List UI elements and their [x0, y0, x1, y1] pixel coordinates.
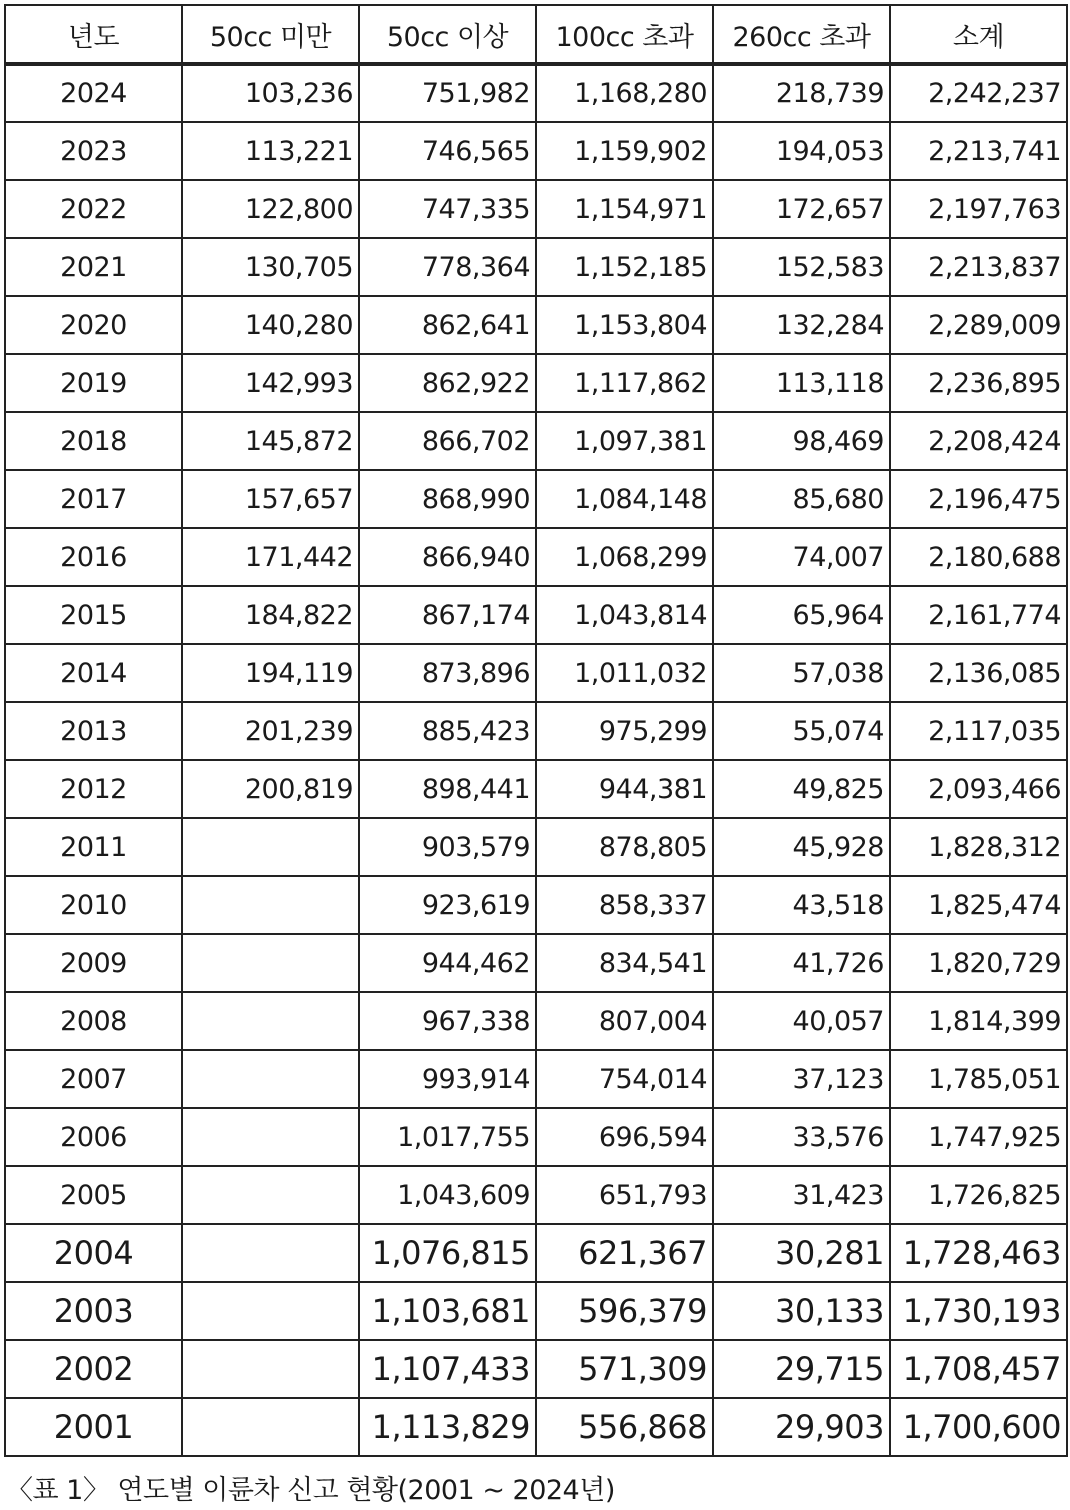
- cell-subtotal: 1,814,399: [890, 992, 1067, 1050]
- cell-year: 2011: [5, 818, 182, 876]
- table-row: [5, 412, 1067, 470]
- table-row: [5, 760, 1067, 818]
- cell-over-260cc: 49,825: [713, 760, 890, 818]
- cell-over-260cc: 37,123: [713, 1050, 890, 1108]
- cell-over-100cc: 1,153,804: [536, 296, 713, 354]
- cell-year: 2010: [5, 876, 182, 934]
- cell-50cc-plus: 1,113,829: [359, 1398, 536, 1456]
- table-row: [5, 818, 1067, 876]
- cell-subtotal: 1,728,463: [890, 1224, 1067, 1282]
- cell-50cc-plus: 862,922: [359, 354, 536, 412]
- header-year: 년도: [5, 5, 182, 64]
- cell-over-260cc: 45,928: [713, 818, 890, 876]
- header-subtotal: 소계: [890, 5, 1067, 64]
- cell-over-260cc: 55,074: [713, 702, 890, 760]
- cell-over-260cc: 172,657: [713, 180, 890, 238]
- cell-under-50cc: 157,657: [182, 470, 359, 528]
- cell-year: 2014: [5, 644, 182, 702]
- cell-50cc-plus: 862,641: [359, 296, 536, 354]
- cell-under-50cc: 113,221: [182, 122, 359, 180]
- cell-subtotal: 2,208,424: [890, 412, 1067, 470]
- table-caption: 〈표 1〉 연도별 이륜차 신고 현황(2001 ~ 2024년): [6, 1475, 615, 1506]
- header-row: [5, 5, 1067, 64]
- cell-50cc-plus: 898,441: [359, 760, 536, 818]
- cell-over-260cc: 43,518: [713, 876, 890, 934]
- cell-50cc-plus: 1,107,433: [359, 1340, 536, 1398]
- cell-over-260cc: 113,118: [713, 354, 890, 412]
- cell-under-50cc: 142,993: [182, 354, 359, 412]
- cell-year: 2019: [5, 354, 182, 412]
- cell-year: 2017: [5, 470, 182, 528]
- cell-subtotal: 2,093,466: [890, 760, 1067, 818]
- cell-50cc-plus: 885,423: [359, 702, 536, 760]
- table-row: [5, 1224, 1067, 1282]
- cell-over-100cc: 858,337: [536, 876, 713, 934]
- cell-over-100cc: 1,117,862: [536, 354, 713, 412]
- cell-50cc-plus: 967,338: [359, 992, 536, 1050]
- header-over-260cc: 260cc 초과: [713, 5, 890, 64]
- cell-50cc-plus: 993,914: [359, 1050, 536, 1108]
- table-row: [5, 354, 1067, 412]
- cell-over-100cc: 1,084,148: [536, 470, 713, 528]
- cell-year: 2003: [5, 1282, 182, 1340]
- cell-over-100cc: 754,014: [536, 1050, 713, 1108]
- cell-50cc-plus: 1,017,755: [359, 1108, 536, 1166]
- cell-under-50cc: 201,239: [182, 702, 359, 760]
- cell-under-50cc: [182, 1166, 359, 1224]
- cell-under-50cc: [182, 1282, 359, 1340]
- table-row: [5, 1282, 1067, 1340]
- cell-over-100cc: 1,043,814: [536, 586, 713, 644]
- cell-over-100cc: 596,379: [536, 1282, 713, 1340]
- header-50cc-plus: 50cc 이상: [359, 5, 536, 64]
- cell-over-260cc: 152,583: [713, 238, 890, 296]
- table-row: [5, 64, 1067, 122]
- cell-under-50cc: [182, 876, 359, 934]
- cell-subtotal: 2,236,895: [890, 354, 1067, 412]
- table-row: [5, 992, 1067, 1050]
- cell-subtotal: 1,700,600: [890, 1398, 1067, 1456]
- cell-subtotal: 2,242,237: [890, 64, 1067, 122]
- cell-over-100cc: 975,299: [536, 702, 713, 760]
- cell-year: 2004: [5, 1224, 182, 1282]
- cell-subtotal: 2,117,035: [890, 702, 1067, 760]
- cell-over-260cc: 41,726: [713, 934, 890, 992]
- cell-year: 2007: [5, 1050, 182, 1108]
- cell-over-260cc: 218,739: [713, 64, 890, 122]
- cell-over-100cc: 1,068,299: [536, 528, 713, 586]
- cell-over-260cc: 132,284: [713, 296, 890, 354]
- cell-over-260cc: 98,469: [713, 412, 890, 470]
- table-header: [5, 5, 1067, 64]
- cell-50cc-plus: 1,103,681: [359, 1282, 536, 1340]
- table-row: [5, 702, 1067, 760]
- table-row: [5, 238, 1067, 296]
- cell-subtotal: 1,726,825: [890, 1166, 1067, 1224]
- cell-over-100cc: 878,805: [536, 818, 713, 876]
- cell-subtotal: 1,708,457: [890, 1340, 1067, 1398]
- table-row: [5, 644, 1067, 702]
- registration-table: [4, 4, 1068, 1457]
- cell-50cc-plus: 1,043,609: [359, 1166, 536, 1224]
- cell-subtotal: 2,180,688: [890, 528, 1067, 586]
- cell-under-50cc: 130,705: [182, 238, 359, 296]
- cell-50cc-plus: 867,174: [359, 586, 536, 644]
- table-row: [5, 1398, 1067, 1456]
- header-over-100cc: 100cc 초과: [536, 5, 713, 64]
- cell-50cc-plus: 868,990: [359, 470, 536, 528]
- table-body: [5, 64, 1067, 1456]
- table-row: [5, 1166, 1067, 1224]
- cell-50cc-plus: 778,364: [359, 238, 536, 296]
- cell-year: 2016: [5, 528, 182, 586]
- cell-year: 2024: [5, 64, 182, 122]
- table-row: [5, 1050, 1067, 1108]
- cell-subtotal: 2,197,763: [890, 180, 1067, 238]
- cell-year: 2009: [5, 934, 182, 992]
- cell-over-100cc: 1,152,185: [536, 238, 713, 296]
- cell-subtotal: 2,213,741: [890, 122, 1067, 180]
- cell-over-100cc: 696,594: [536, 1108, 713, 1166]
- header-under-50cc: 50cc 미만: [182, 5, 359, 64]
- cell-over-260cc: 85,680: [713, 470, 890, 528]
- cell-under-50cc: [182, 1398, 359, 1456]
- cell-subtotal: 1,825,474: [890, 876, 1067, 934]
- cell-under-50cc: 184,822: [182, 586, 359, 644]
- cell-under-50cc: [182, 1224, 359, 1282]
- cell-under-50cc: [182, 1108, 359, 1166]
- cell-under-50cc: [182, 818, 359, 876]
- cell-over-260cc: 29,715: [713, 1340, 890, 1398]
- cell-under-50cc: [182, 934, 359, 992]
- cell-over-260cc: 30,281: [713, 1224, 890, 1282]
- cell-50cc-plus: 747,335: [359, 180, 536, 238]
- table-row: [5, 1340, 1067, 1398]
- cell-over-100cc: 944,381: [536, 760, 713, 818]
- cell-under-50cc: [182, 1050, 359, 1108]
- cell-over-260cc: 33,576: [713, 1108, 890, 1166]
- cell-subtotal: 1,747,925: [890, 1108, 1067, 1166]
- cell-year: 2021: [5, 238, 182, 296]
- table-row: [5, 528, 1067, 586]
- cell-under-50cc: 145,872: [182, 412, 359, 470]
- cell-subtotal: 2,196,475: [890, 470, 1067, 528]
- cell-over-100cc: 834,541: [536, 934, 713, 992]
- cell-subtotal: 2,136,085: [890, 644, 1067, 702]
- cell-over-100cc: 1,011,032: [536, 644, 713, 702]
- table-row: [5, 586, 1067, 644]
- cell-over-100cc: 556,868: [536, 1398, 713, 1456]
- cell-year: 2005: [5, 1166, 182, 1224]
- cell-over-260cc: 30,133: [713, 1282, 890, 1340]
- cell-50cc-plus: 903,579: [359, 818, 536, 876]
- cell-over-100cc: 651,793: [536, 1166, 713, 1224]
- cell-over-100cc: 1,154,971: [536, 180, 713, 238]
- table-row: [5, 180, 1067, 238]
- cell-year: 2008: [5, 992, 182, 1050]
- cell-subtotal: 2,213,837: [890, 238, 1067, 296]
- cell-50cc-plus: 1,076,815: [359, 1224, 536, 1282]
- cell-under-50cc: [182, 1340, 359, 1398]
- cell-under-50cc: 140,280: [182, 296, 359, 354]
- cell-under-50cc: 103,236: [182, 64, 359, 122]
- cell-year: 2002: [5, 1340, 182, 1398]
- table-row: [5, 470, 1067, 528]
- cell-over-100cc: 571,309: [536, 1340, 713, 1398]
- cell-year: 2015: [5, 586, 182, 644]
- cell-50cc-plus: 751,982: [359, 64, 536, 122]
- cell-over-100cc: 807,004: [536, 992, 713, 1050]
- cell-over-260cc: 31,423: [713, 1166, 890, 1224]
- table-row: [5, 1108, 1067, 1166]
- cell-under-50cc: 122,800: [182, 180, 359, 238]
- cell-year: 2001: [5, 1398, 182, 1456]
- cell-over-100cc: 621,367: [536, 1224, 713, 1282]
- cell-over-260cc: 74,007: [713, 528, 890, 586]
- cell-50cc-plus: 866,702: [359, 412, 536, 470]
- cell-subtotal: 1,828,312: [890, 818, 1067, 876]
- cell-over-100cc: 1,168,280: [536, 64, 713, 122]
- cell-subtotal: 1,785,051: [890, 1050, 1067, 1108]
- cell-under-50cc: 200,819: [182, 760, 359, 818]
- cell-over-100cc: 1,097,381: [536, 412, 713, 470]
- cell-year: 2018: [5, 412, 182, 470]
- cell-under-50cc: 171,442: [182, 528, 359, 586]
- cell-50cc-plus: 873,896: [359, 644, 536, 702]
- cell-over-260cc: 65,964: [713, 586, 890, 644]
- table-row: [5, 934, 1067, 992]
- cell-50cc-plus: 866,940: [359, 528, 536, 586]
- cell-year: 2023: [5, 122, 182, 180]
- cell-subtotal: 1,820,729: [890, 934, 1067, 992]
- table-row: [5, 876, 1067, 934]
- cell-50cc-plus: 944,462: [359, 934, 536, 992]
- cell-over-260cc: 194,053: [713, 122, 890, 180]
- cell-subtotal: 2,289,009: [890, 296, 1067, 354]
- cell-50cc-plus: 746,565: [359, 122, 536, 180]
- cell-50cc-plus: 923,619: [359, 876, 536, 934]
- cell-over-260cc: 29,903: [713, 1398, 890, 1456]
- cell-subtotal: 2,161,774: [890, 586, 1067, 644]
- table-row: [5, 122, 1067, 180]
- table-row: [5, 296, 1067, 354]
- cell-year: 2020: [5, 296, 182, 354]
- cell-year: 2022: [5, 180, 182, 238]
- cell-over-260cc: 57,038: [713, 644, 890, 702]
- cell-over-100cc: 1,159,902: [536, 122, 713, 180]
- cell-subtotal: 1,730,193: [890, 1282, 1067, 1340]
- cell-over-260cc: 40,057: [713, 992, 890, 1050]
- cell-under-50cc: 194,119: [182, 644, 359, 702]
- cell-under-50cc: [182, 992, 359, 1050]
- cell-year: 2006: [5, 1108, 182, 1166]
- cell-year: 2013: [5, 702, 182, 760]
- cell-year: 2012: [5, 760, 182, 818]
